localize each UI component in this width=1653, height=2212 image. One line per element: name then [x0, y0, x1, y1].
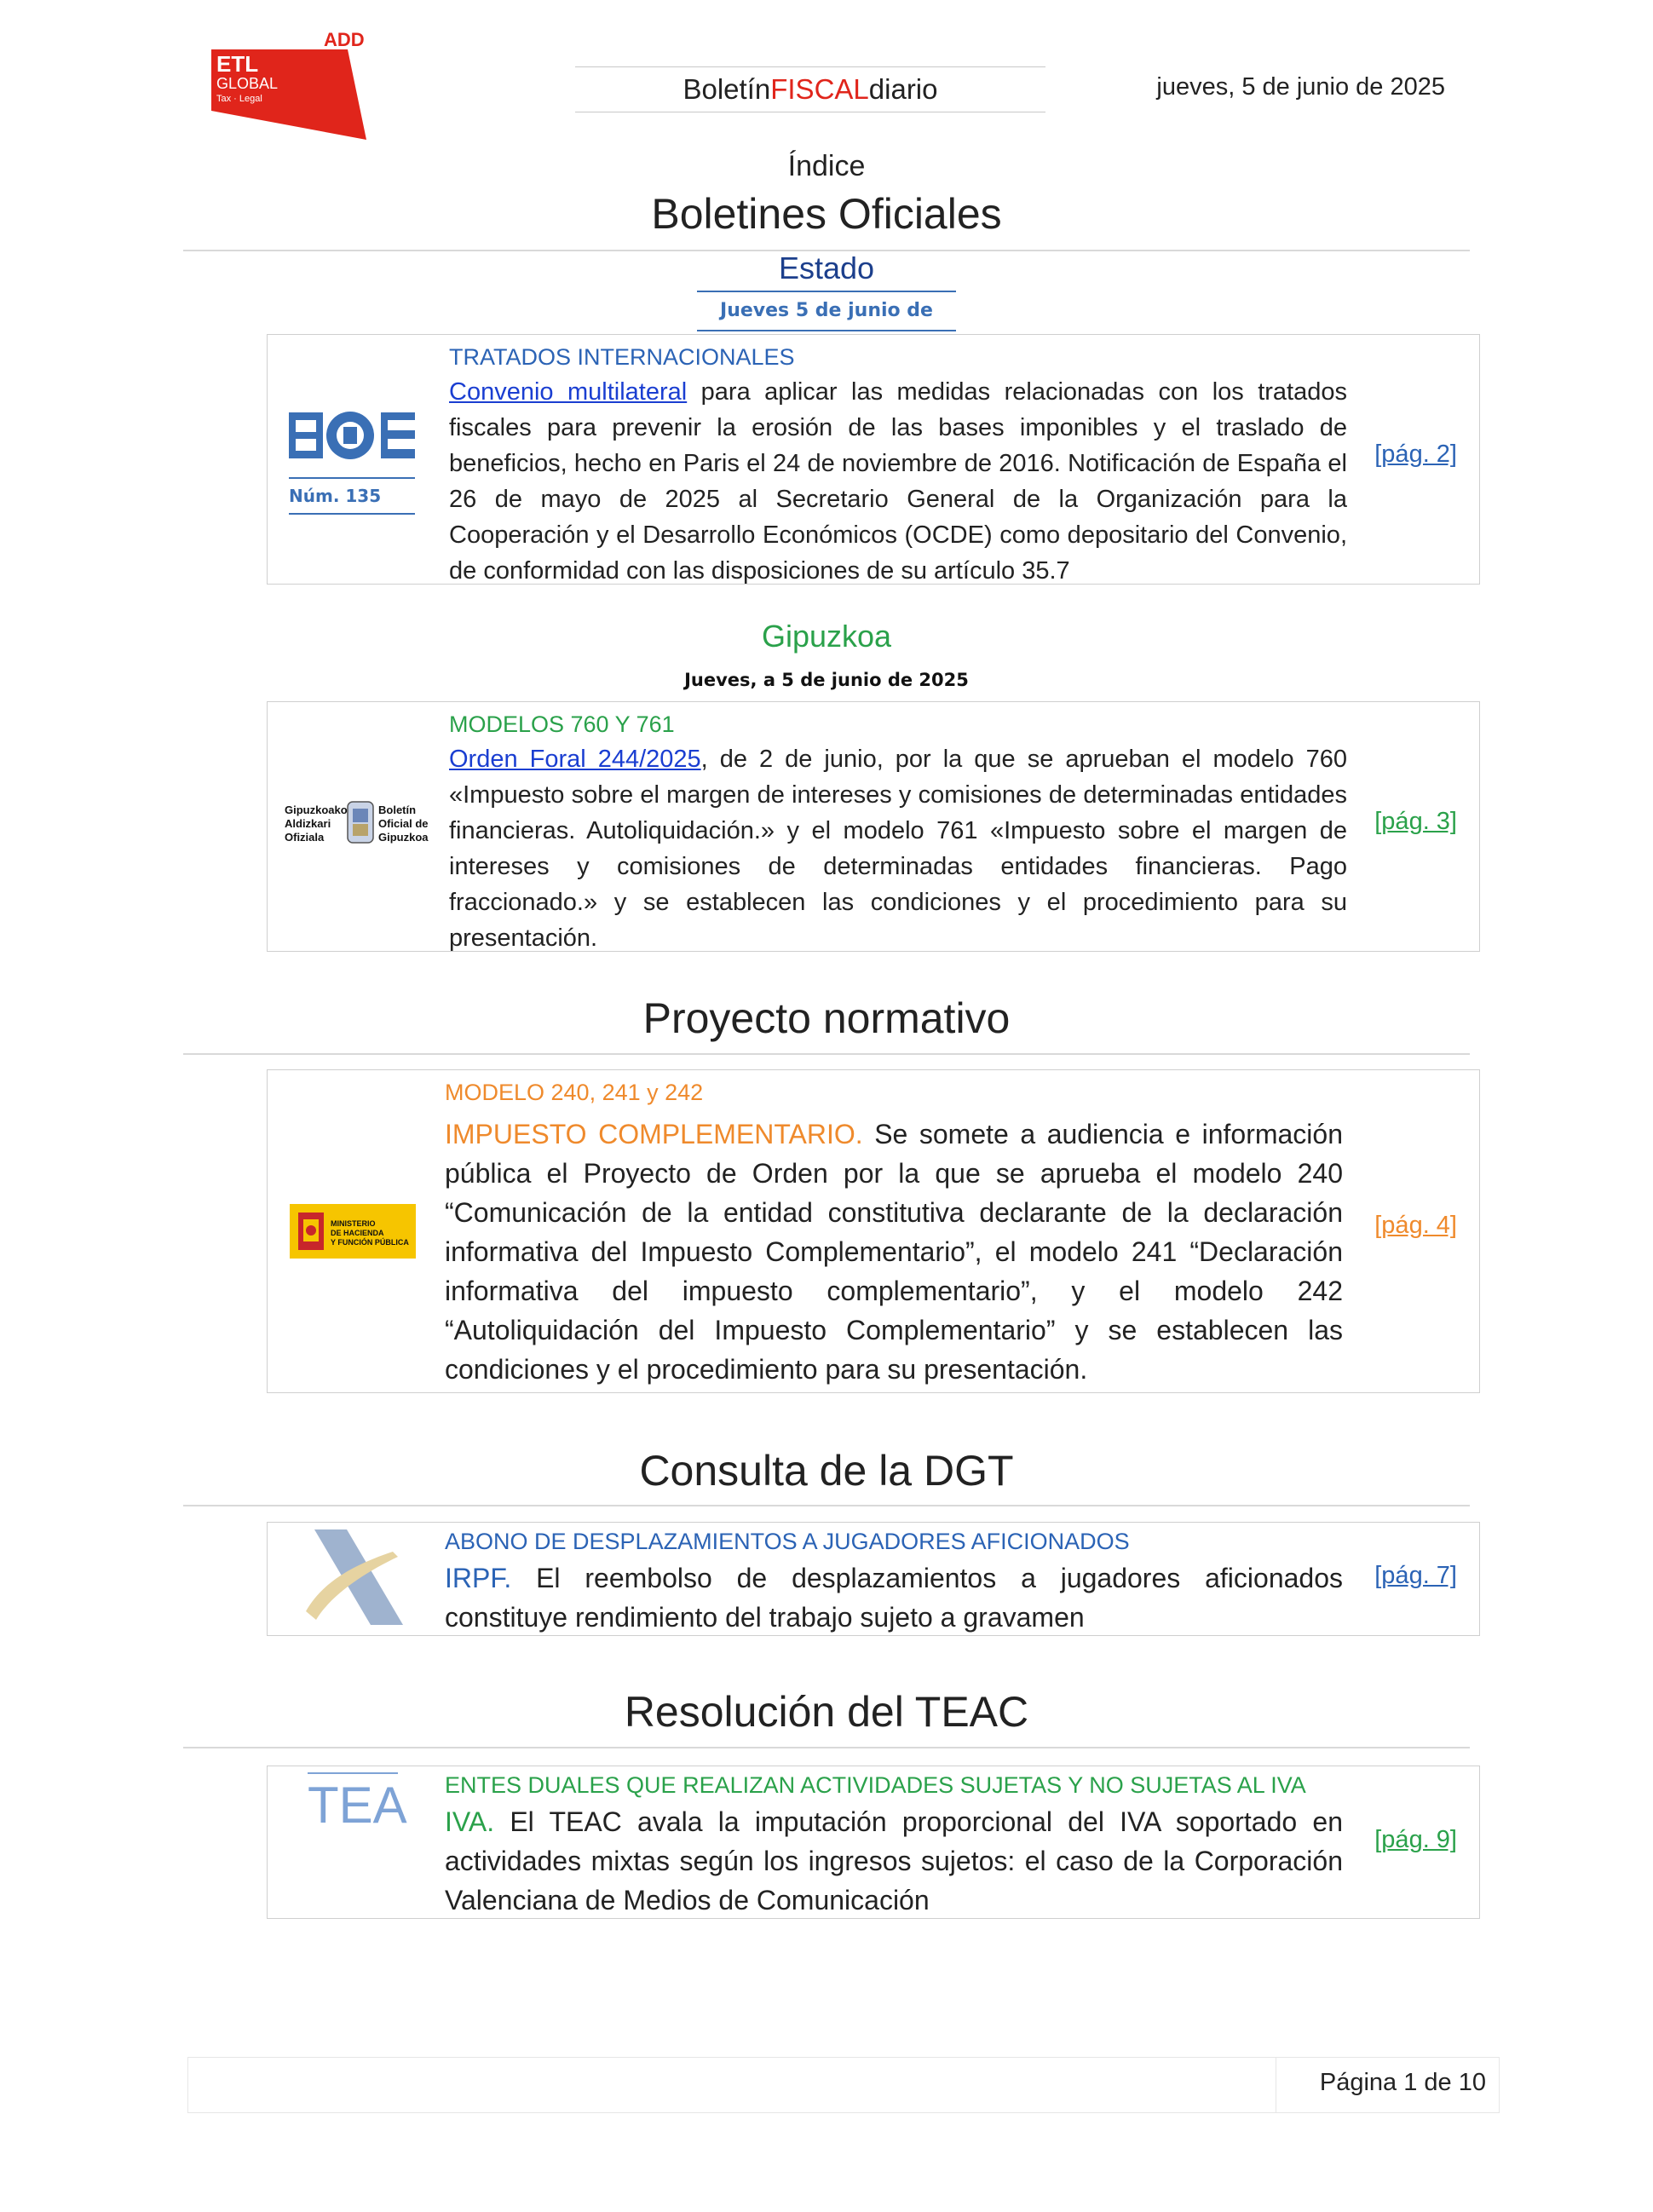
logo-tax-text: Tax · Legal: [216, 94, 262, 104]
tea-logo-text: TEA: [308, 1777, 407, 1834]
index-label: Índice: [787, 150, 866, 182]
body-gipuzkoa-text: , de 2 de junio, por la que se aprueban el modelo 760 «Impuesto sobre el margen de intereses y comisiones de determinadas entidades financieras. Autoliquidación.» y el modelo 761 «Impuesto sobre el margen de intereses y comisiones de determinadas entidades financieras. Pago fraccionado.» y se establecen las condiciones y el procedimiento para su presentación.: [449, 746, 1348, 952]
title-pre: Boletín: [683, 73, 771, 105]
link-convenio[interactable]: Convenio multilateral: [449, 378, 688, 406]
tea-logo: [268, 1766, 438, 1918]
body-consulta: [445, 1558, 1343, 1637]
section-rule: [183, 1053, 1470, 1055]
date-bar-estado: [697, 291, 956, 331]
page-ref-7[interactable]: [pág. 7]: [1374, 1562, 1457, 1589]
body-gipuzkoa: [449, 741, 1347, 956]
gip-right-1: Boletín: [378, 804, 417, 816]
page-ref-2[interactable]: [pág. 2]: [1374, 441, 1457, 468]
bulletin-title: [575, 66, 1045, 112]
kicker-consulta: ABONO DE DESPLAZAMIENTOS A JUGADORES AFICIONADOS: [445, 1529, 1130, 1554]
body-estado-text: para aplicar las medidas relacionadas con los tratados fiscales para prevenir la erosión de las bases imponibles y el traslado de beneficios, hecho en Paris el 24 de noviembre de 2016. Notificación de España el 26 de mayo de 2025 al Secretario General de la Organización para la Cooperación y el Desarrollo Económicos (OCDE) como depositario del Convenio, de conformidad con las disposiciones de su artículo 35.7: [449, 378, 1347, 585]
body-teac-text: El TEAC avala la imputación proporcional del IVA soportado en actividades mixtas según los ingresos sujetos: el caso de la Corporación Valenciana de Medios de Comunicación: [445, 1806, 1343, 1915]
body-proyecto: [445, 1115, 1343, 1389]
card-proyecto: [267, 1069, 1480, 1393]
section-rule: [183, 1505, 1470, 1506]
body-consulta-text: El reembolso de desplazamientos a jugadores aficionados constituye rendimiento del trabajo sujeto a gravamen: [445, 1563, 1343, 1633]
gip-left-3: Ofiziala: [285, 831, 325, 844]
card-teac-content: [445, 1768, 1343, 1920]
header-date: jueves, 5 de junio de 2025: [1156, 73, 1445, 101]
subtitle-estado: Estado: [778, 251, 875, 285]
lead-impuesto: IMPUESTO COMPLEMENTARIO.: [445, 1119, 863, 1149]
min-line-1: MINISTERIO: [331, 1219, 376, 1228]
kicker-proyecto: MODELO 240, 241 y 242: [445, 1080, 704, 1105]
lead-iva: IVA.: [445, 1806, 495, 1837]
link-orden-foral[interactable]: Orden Foral 244/2025: [449, 746, 701, 773]
agencia-tributaria-logo: [268, 1523, 438, 1635]
ministerio-hacienda-logo: [268, 1070, 438, 1392]
gip-right-3: Gipuzkoa: [378, 831, 429, 844]
section-title-teac: Resolución del TEAC: [624, 1688, 1029, 1736]
boe-num-text: Núm. 135: [289, 486, 382, 506]
body-teac: [445, 1802, 1343, 1920]
section-rule: [183, 1747, 1470, 1748]
title-post: diario: [868, 73, 938, 105]
gip-left-1: Gipuzkoako: [285, 804, 348, 816]
logo-etl-text: ETL: [216, 51, 259, 77]
gipuzkoa-logo: [268, 702, 438, 951]
card-proyecto-content: [445, 1075, 1343, 1389]
boe-logo: [268, 335, 438, 584]
body-estado: [449, 374, 1347, 589]
card-gipuzkoa-content: [449, 707, 1347, 956]
date-bar-gipuzkoa: Jueves, a 5 de junio de 2025: [684, 670, 969, 690]
date-bar-estado-text: Jueves 5 de junio de: [720, 300, 933, 321]
min-line-2: DE HACIENDA: [331, 1229, 384, 1237]
logo-global-text: GLOBAL: [216, 75, 279, 92]
etl-global-logo: [211, 29, 369, 140]
section-title-proyecto: Proyecto normativo: [642, 994, 1011, 1042]
card-consulta-content: [445, 1524, 1343, 1637]
gip-left-2: Aldizkari: [285, 817, 331, 830]
page-ref-4[interactable]: [pág. 4]: [1374, 1212, 1457, 1239]
body-proyecto-text: Se somete a audiencia e información pública el Proyecto de Orden por la que se aprueba el modelo 240 “Comunicación de la entidad constitutiva declarante de la declaración informativa del Impuesto Complementario”, el modelo 241 “Declaración informativa del impuesto complementario”, y el modelo 242 “Autoliquidación del Impuesto Complementario” y se establecen las condiciones y el procedimiento para su presentación.: [445, 1119, 1343, 1385]
min-line-3: Y FUNCIÓN PÚBLICA: [331, 1238, 409, 1247]
card-consulta: [267, 1522, 1480, 1636]
subtitle-gipuzkoa: Gipuzkoa: [761, 619, 892, 654]
page-ref-3[interactable]: [pág. 3]: [1374, 808, 1457, 835]
lead-irpf: IRPF.: [445, 1563, 512, 1593]
kicker-gipuzkoa: MODELOS 760 Y 761: [449, 711, 675, 737]
page-ref-9[interactable]: [pág. 9]: [1374, 1826, 1457, 1853]
title-accent: FISCAL: [770, 73, 869, 105]
card-teac: [267, 1766, 1480, 1919]
section-title-consulta: Consulta de la DGT: [639, 1447, 1014, 1495]
kicker-teac: ENTES DUALES QUE REALIZAN ACTIVIDADES SUJETAS Y NO SUJETAS AL IVA: [445, 1772, 1306, 1798]
logo-add-text: ADD: [324, 29, 365, 50]
kicker-estado: TRATADOS INTERNACIONALES: [449, 344, 795, 370]
card-estado-content: [449, 340, 1347, 589]
section-title-boletines: Boletines Oficiales: [651, 190, 1002, 238]
footer: [187, 2057, 1500, 2113]
page-number: Página 1 de 10: [1319, 2069, 1486, 2096]
gip-right-2: Oficial de: [378, 817, 429, 830]
card-estado: [267, 334, 1480, 585]
card-gipuzkoa: [267, 701, 1480, 952]
